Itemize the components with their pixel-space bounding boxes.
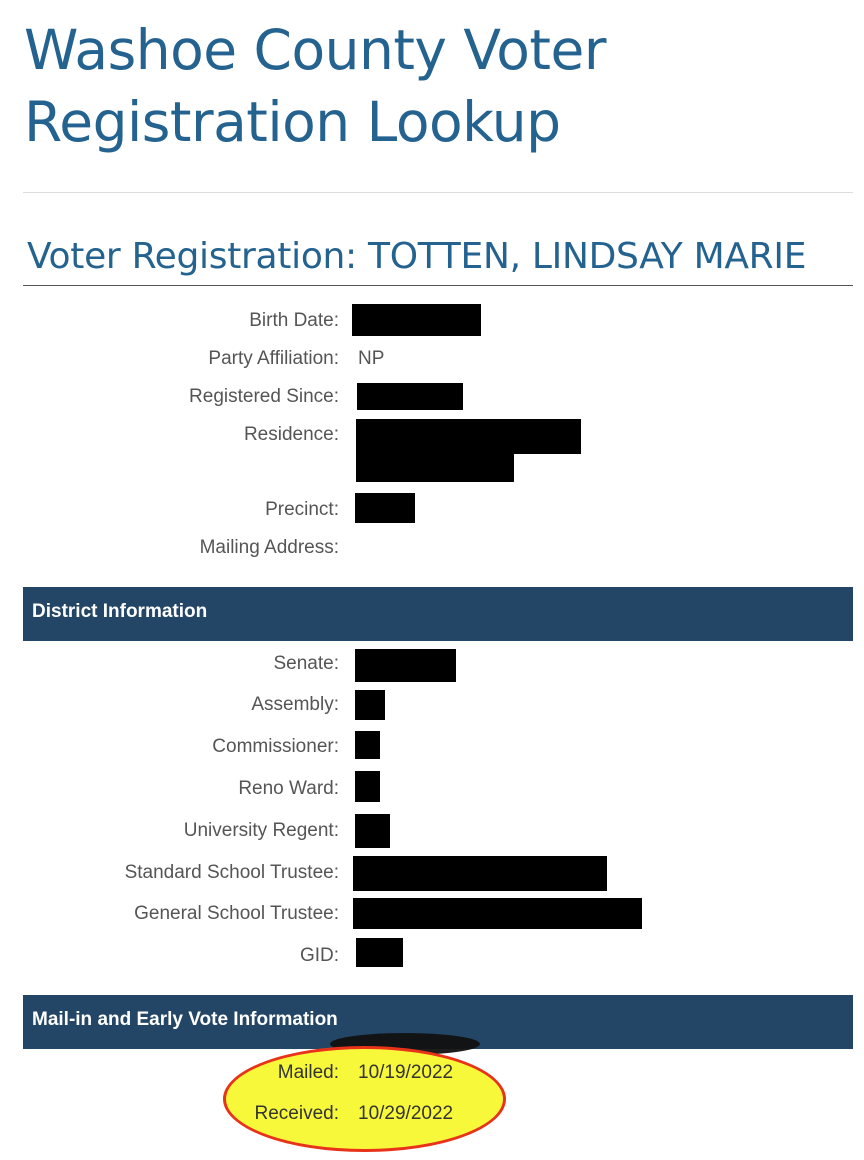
mailing-address-label: Mailing Address:: [199, 537, 339, 558]
precinct-label: Precinct:: [265, 499, 339, 520]
gid-label: GID:: [299, 945, 339, 966]
redacted-residence-line1: [356, 419, 581, 454]
registered-since-label: Registered Since:: [189, 386, 339, 407]
redacted-precinct: [355, 493, 415, 523]
mail-in-early-vote-title: Mail-in and Early Vote Information: [32, 1009, 338, 1030]
redacted-general-school-trustee: [353, 898, 642, 929]
commissioner-label: Commissioner:: [212, 736, 339, 757]
redacted-residence-line2: [356, 450, 514, 482]
redacted-registered-since: [357, 383, 463, 410]
received-label: Received:: [254, 1103, 339, 1124]
redacted-university-regent: [355, 814, 390, 848]
redacted-commissioner: [355, 731, 380, 759]
redacted-birth-date: [352, 304, 481, 336]
university-regent-label: University Regent:: [183, 820, 339, 841]
divider: [23, 192, 853, 193]
residence-label: Residence:: [243, 424, 339, 445]
district-information-header: [23, 587, 853, 641]
district-information-title: District Information: [32, 601, 208, 622]
assembly-label: Assembly:: [251, 694, 339, 715]
heading-underline: [23, 285, 853, 286]
redacted-senate: [355, 649, 456, 682]
page-title: Washoe County Voter Registration Lookup: [24, 18, 606, 154]
redacted-reno-ward: [355, 771, 380, 802]
senate-label: Senate:: [273, 653, 339, 674]
mailed-label: Mailed:: [277, 1062, 339, 1083]
general-school-trustee-label: General School Trustee:: [134, 903, 339, 924]
reno-ward-label: Reno Ward:: [238, 778, 339, 799]
redacted-assembly: [355, 690, 385, 720]
birth-date-label: Birth Date:: [249, 310, 339, 331]
voter-registration-heading: Voter Registration: TOTTEN, LINDSAY MARIE: [27, 236, 807, 277]
received-date: 10/29/2022: [358, 1103, 454, 1124]
party-affiliation-value: NP: [358, 348, 385, 369]
standard-school-trustee-label: Standard School Trustee:: [124, 862, 339, 883]
party-affiliation-label: Party Affiliation:: [208, 348, 339, 369]
mailed-date: 10/19/2022: [358, 1062, 454, 1083]
redacted-standard-school-trustee: [353, 856, 607, 891]
redacted-gid: [356, 938, 403, 967]
